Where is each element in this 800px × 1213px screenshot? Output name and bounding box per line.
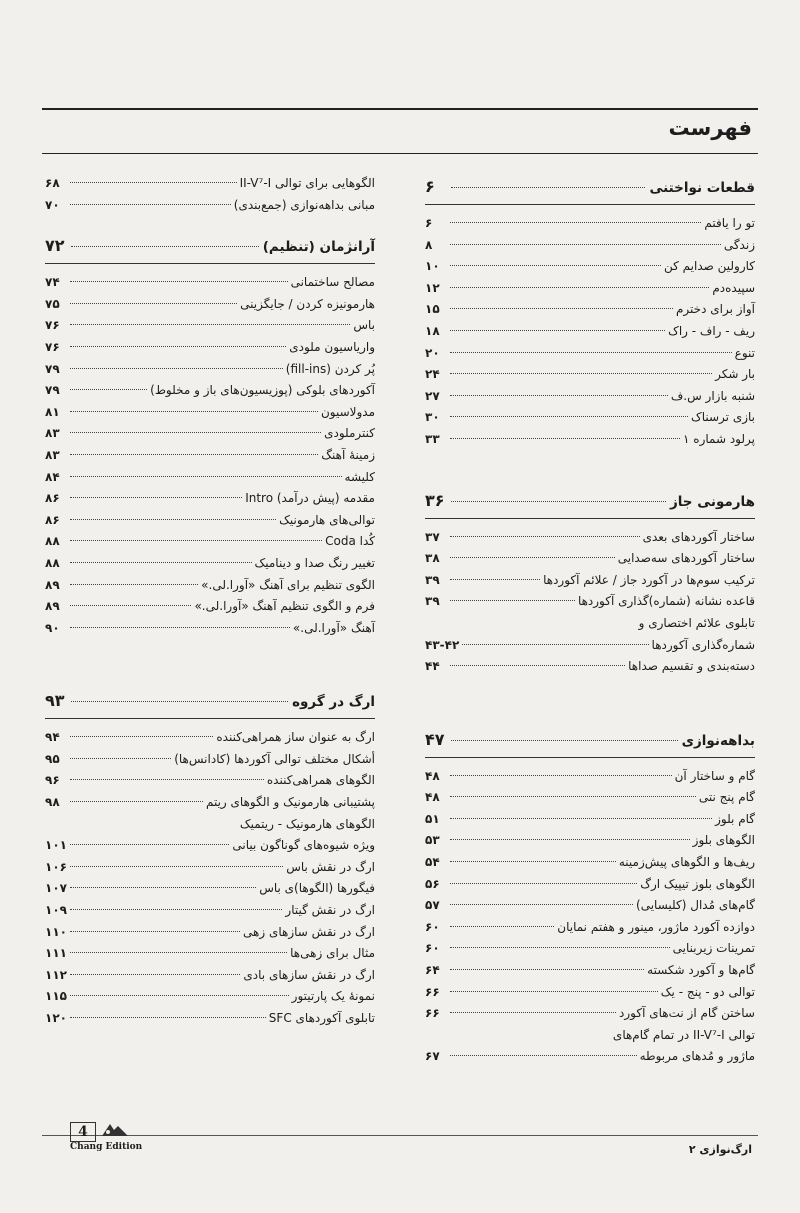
entry-title: زمینهٔ آهنگ	[321, 447, 375, 462]
toc-entry[interactable]	[45, 173, 375, 195]
toc-entry[interactable]	[45, 943, 375, 965]
leader-dots	[450, 991, 658, 992]
toc-entry[interactable]	[45, 575, 375, 597]
leader-dots	[70, 1017, 266, 1018]
leader-dots	[450, 665, 625, 666]
entry-title: ارگ در نقش سازهای زهی	[243, 924, 375, 939]
entry-title: گام بلوز	[715, 811, 755, 826]
entry-page-number: ۵۳	[425, 833, 440, 848]
entry-page-number: ۶۴	[425, 963, 440, 978]
section-page-number: ۷۲	[45, 236, 65, 256]
entry-title: آکوردهای بلوکی (پوزیسیون‌های باز و مخلوط)	[150, 383, 375, 398]
entry-page-number: ۳۳	[425, 431, 440, 446]
entry-title: توالی دو - پنج - یک	[660, 984, 755, 999]
entry-title: ارگ در نقش گیتار	[285, 903, 375, 918]
leader-dots	[70, 368, 283, 369]
toc-entry[interactable]	[425, 874, 755, 896]
leader-dots	[70, 497, 242, 498]
entry-page-number: ۴۳-۴۲	[425, 637, 460, 652]
entry-title: ساختن گام از نت‌های آکورد	[619, 1006, 755, 1021]
entry-title: ساختار آکوردهای سه‌صدایی	[617, 551, 755, 566]
toc-entry[interactable]	[45, 380, 375, 402]
entry-page-number: ۶	[425, 216, 433, 230]
leader-dots	[450, 287, 709, 288]
leader-dots	[450, 373, 712, 374]
entry-page-number: ۸۸	[45, 534, 60, 549]
leader-dots	[451, 501, 666, 502]
leader-dots	[70, 476, 342, 477]
leader-dots	[70, 736, 213, 737]
entry-title: ارگ به عنوان ساز همراهی‌کننده	[216, 730, 375, 745]
leader-dots	[70, 389, 147, 390]
entry-page-number: ۳۰	[425, 410, 440, 425]
section-rule	[45, 263, 375, 264]
section-page-number: ۹۳	[45, 691, 65, 711]
toc-entry[interactable]	[425, 591, 755, 613]
leader-dots	[450, 265, 661, 266]
entry-page-number: ۱۵	[425, 302, 440, 317]
toc-entry[interactable]	[425, 321, 755, 343]
leader-dots	[451, 740, 678, 741]
leader-dots	[70, 182, 237, 183]
toc-entry[interactable]	[45, 792, 375, 814]
toc-entry[interactable]	[425, 299, 755, 321]
section-title: هارمونی جاز	[669, 493, 755, 510]
toc-entry[interactable]	[45, 857, 375, 879]
entry-title: تمرینات زیربنایی	[672, 941, 755, 956]
leader-dots	[70, 952, 287, 953]
leader-dots	[450, 1055, 637, 1056]
leader-dots	[70, 779, 264, 780]
entry-page-number: ۴۸	[425, 768, 440, 783]
entry-title: دوازده آکورد ماژور، مینور و هفتم نمایان	[557, 919, 755, 934]
entry-page-number: ۱۰۱	[45, 838, 67, 853]
toc-entry[interactable]	[425, 343, 755, 365]
section-page-number: ۴۷	[425, 729, 445, 749]
leader-dots	[450, 244, 721, 245]
entry-page-number: ۱۱۵	[45, 989, 67, 1004]
toc-entry[interactable]	[425, 852, 755, 874]
entry-page-number: ۷۹	[45, 361, 60, 376]
toc-entry[interactable]	[45, 553, 375, 575]
entry-title: تابلوی آکوردهای SFC	[268, 1011, 375, 1025]
entry-page-number: ۷۰	[45, 197, 60, 212]
toc-entry[interactable]	[45, 531, 375, 553]
leader-dots	[70, 411, 318, 412]
entry-title: کُدا Coda	[325, 534, 375, 549]
toc-entry[interactable]	[45, 922, 375, 944]
toc-entry[interactable]	[45, 315, 375, 337]
entry-title: ساختار آکوردهای بعدی	[642, 529, 755, 544]
entry-page-number: ۸۳	[45, 426, 60, 441]
entry-title: فرم و الگوی تنظیم آهنگ «آورا.لی.»	[194, 599, 375, 614]
page-title: فهرست	[668, 116, 752, 140]
toc-entry[interactable]	[425, 548, 755, 570]
leader-dots	[70, 562, 252, 563]
entry-page-number: ۱۲۰	[45, 1011, 67, 1025]
leader-dots	[70, 204, 231, 205]
entry-title: ترکیب سوم‌ها در آکورد جاز / علائم آکوردها	[543, 572, 755, 587]
section-title: آرانژمان (تنظیم)	[262, 239, 375, 256]
leader-dots	[450, 579, 540, 580]
toc-section	[425, 173, 755, 451]
leader-dots	[70, 584, 198, 585]
entry-page-number: ۵۱	[425, 811, 440, 826]
entry-page-number: ۸۶	[45, 491, 60, 506]
toc-entry[interactable]	[45, 359, 375, 381]
toc-entry[interactable]	[425, 960, 755, 982]
entry-page-number: ۶۰	[425, 919, 440, 934]
entry-page-number: ۱۰۷	[45, 881, 67, 896]
entry-title: بازی ترسناک	[690, 410, 755, 425]
toc-entry[interactable]	[45, 749, 375, 771]
entry-title: گام پنج نتی	[698, 790, 755, 805]
toc-entry[interactable]	[425, 1025, 755, 1047]
entry-title: گام‌های مُدال (کلیسایی)	[636, 898, 755, 913]
toc-entry[interactable]	[45, 423, 375, 445]
section-rule	[425, 204, 755, 205]
entry-page-number: ۶۶	[425, 1006, 440, 1021]
leader-dots	[450, 438, 680, 439]
entry-page-number: ۴۸	[425, 790, 440, 805]
leader-dots	[450, 796, 696, 797]
entry-page-number: ۳۷	[425, 529, 440, 544]
entry-page-number: ۹۵	[45, 751, 60, 766]
leader-dots	[70, 844, 229, 845]
toc-entry[interactable]	[45, 195, 375, 217]
leader-dots	[450, 352, 732, 353]
entry-title: آواز برای دخترم	[675, 302, 755, 317]
toc-entry[interactable]	[425, 407, 755, 429]
entry-page-number: ۵۶	[425, 876, 440, 891]
leader-dots	[451, 187, 645, 188]
entry-page-number: ۱۱۱	[45, 946, 67, 961]
entry-title: الگوی تنظیم برای آهنگ «آورا.لی.»	[201, 577, 375, 592]
entry-title: پرلود شماره ۱	[683, 431, 755, 446]
entry-title: تنوع	[734, 345, 755, 360]
section-heading	[45, 687, 375, 715]
entry-title: الگوهای بلوز تیپیک ارگ	[640, 876, 755, 891]
toc-entry[interactable]	[425, 938, 755, 960]
entry-title: گام و ساختار آن	[674, 768, 755, 783]
entry-title: مقدمه (پیش درآمد) Intro	[245, 491, 375, 506]
publisher-name: Chang Edition	[70, 1142, 143, 1152]
toc-entry[interactable]	[425, 656, 755, 678]
top-rule	[42, 108, 758, 110]
toc-entry[interactable]	[425, 213, 755, 235]
entry-title: کنترملودی	[324, 426, 375, 441]
entry-page-number: ۹۴	[45, 730, 60, 745]
entry-title: ماژور و مُدهای مربوطه	[639, 1049, 755, 1064]
entry-page-number: ۱۱۲	[45, 967, 67, 982]
entry-title: دسته‌بندی و تقسیم صداها	[628, 659, 755, 674]
entry-page-number: ۹۸	[45, 795, 60, 810]
entry-title: ویژه شیوه‌های گوناگون بیانی	[232, 838, 375, 853]
toc-entry[interactable]	[45, 814, 375, 836]
leader-dots	[71, 246, 259, 247]
leader-dots	[70, 281, 288, 282]
entry-page-number: ۸۹	[45, 599, 60, 614]
section-rule	[425, 757, 755, 758]
entry-title: زندگی	[723, 237, 755, 252]
toc-entry[interactable]	[425, 278, 755, 300]
entry-title: ارگ در نقش باس	[286, 859, 375, 874]
entry-title: سپیده‌دم	[712, 280, 755, 295]
leader-dots	[450, 557, 615, 558]
entry-page-number: ۱۲	[425, 280, 440, 295]
entry-title: الگوهای هارمونیک - ریتمیک	[239, 816, 375, 831]
entry-page-number: ۵۴	[425, 855, 440, 870]
section-rule	[45, 718, 375, 719]
entry-page-number: ۸	[425, 237, 433, 252]
entry-page-number: ۷۴	[45, 275, 60, 290]
leader-dots	[70, 303, 237, 304]
toc-section	[425, 487, 755, 678]
leader-dots	[450, 1012, 616, 1013]
entry-title: الگوهای بلوز	[692, 833, 755, 848]
footer-rule	[42, 1135, 758, 1136]
entry-page-number: ۷۶	[45, 339, 60, 354]
toc-entry[interactable]	[45, 467, 375, 489]
toc-column-right	[425, 173, 755, 1068]
entry-title: تابلوی علائم اختصاری و	[638, 615, 755, 630]
leader-dots	[450, 308, 673, 309]
toc-entry[interactable]	[45, 1008, 375, 1030]
leader-dots	[450, 416, 688, 417]
book-name: ارگ‌نوازی ۲	[688, 1143, 752, 1156]
leader-dots	[450, 926, 554, 927]
entry-title: باس	[353, 318, 375, 333]
leader-dots	[70, 887, 256, 888]
entry-page-number: ۵۷	[425, 898, 440, 913]
section-gap	[45, 639, 375, 687]
leader-dots	[450, 904, 633, 905]
toc-entry[interactable]	[45, 965, 375, 987]
leader-dots	[70, 758, 171, 759]
leader-dots	[462, 644, 648, 645]
entry-page-number: ۳۸	[425, 551, 440, 566]
toc-entry[interactable]	[425, 830, 755, 852]
entry-title: أشکال مختلف توالی آکوردها (کادانس‌ها)	[174, 751, 375, 766]
entry-title: ارگ در نقش سازهای بادی	[243, 967, 375, 982]
leader-dots	[70, 519, 276, 520]
entry-page-number: ۹۶	[45, 773, 60, 788]
entry-page-number: ۱۸	[425, 323, 440, 338]
leader-dots	[450, 775, 672, 776]
leader-dots	[450, 330, 665, 331]
entry-page-number: ۳۹	[425, 572, 440, 587]
entry-page-number: ۸۱	[45, 404, 60, 419]
toc-entry[interactable]	[45, 770, 375, 792]
entry-title: الگوهای همراهی‌کننده	[266, 773, 375, 788]
section-title: بداهه‌نوازی	[681, 732, 755, 749]
toc-section	[425, 726, 755, 1068]
toc-section	[45, 232, 375, 639]
entry-title: کلیشه	[344, 469, 375, 484]
entry-page-number: ۸۶	[45, 512, 60, 527]
leader-dots	[70, 432, 321, 433]
publisher-logo-icon	[100, 1120, 130, 1140]
toc-entry[interactable]	[425, 982, 755, 1004]
leader-dots	[70, 605, 191, 606]
leader-dots	[450, 536, 640, 537]
entry-title: هارمونیزه کردن / جایگزینی	[240, 296, 375, 311]
entry-page-number: ۱۰۹	[45, 903, 67, 918]
leader-dots	[70, 346, 286, 347]
entry-title: شماره‌گذاری آکوردها	[651, 637, 755, 652]
toc-entry[interactable]	[425, 1003, 755, 1025]
entry-title: بار شکر	[715, 367, 755, 382]
section-gap	[425, 451, 755, 487]
toc-entry[interactable]	[425, 895, 755, 917]
toc-entry[interactable]	[425, 613, 755, 635]
toc-entry[interactable]	[425, 635, 755, 657]
section-page-number: ۶	[425, 177, 435, 196]
toc-entry[interactable]	[425, 386, 755, 408]
section-gap	[45, 216, 375, 232]
entry-page-number: ۳۹	[425, 594, 440, 609]
toc-entry[interactable]	[425, 787, 755, 809]
entry-page-number: ۶۷	[425, 1049, 440, 1064]
entry-title: تو را یافتم	[704, 216, 755, 230]
toc-entry[interactable]	[45, 618, 375, 640]
entry-page-number: ۱۱۰	[45, 924, 67, 939]
leader-dots	[450, 947, 670, 948]
entry-page-number: ۸۸	[45, 555, 60, 570]
entry-title: تغییر رنگ صدا و دینامیک	[254, 555, 375, 570]
toc-entry[interactable]	[45, 510, 375, 532]
entry-title: واریاسیون ملودی	[289, 339, 375, 354]
toc-entry[interactable]	[45, 445, 375, 467]
entry-title: گام‌ها و آکورد شکسته	[647, 963, 755, 978]
section-gap	[425, 678, 755, 726]
leader-dots	[70, 324, 350, 325]
leader-dots	[70, 540, 322, 541]
entry-title: ریف - راف - راک	[668, 323, 755, 338]
leader-dots	[71, 701, 288, 702]
toc-entry[interactable]	[45, 294, 375, 316]
toc-section	[45, 173, 375, 216]
leader-dots	[450, 861, 616, 862]
toc-entry[interactable]	[425, 1046, 755, 1068]
entry-page-number: ۷۶	[45, 318, 60, 333]
toc-entry[interactable]	[45, 986, 375, 1008]
entry-page-number: ۷۹	[45, 383, 60, 398]
leader-dots	[450, 222, 701, 223]
leader-dots	[70, 909, 282, 910]
leader-dots	[70, 454, 318, 455]
toc-section	[45, 687, 375, 1029]
entry-title: مدولاسیون	[320, 404, 375, 419]
entry-title: توالی‌های هارمونیک	[279, 512, 375, 527]
entry-title: کارولین صدایم کن	[664, 259, 755, 274]
entry-page-number: ۹۰	[45, 620, 60, 635]
leader-dots	[450, 818, 712, 819]
entry-title: فیگورها (الگوها)ی باس	[259, 881, 375, 896]
section-page-number: ۳۶	[425, 490, 445, 510]
section-heading	[425, 726, 755, 754]
entry-page-number: ۶۸	[45, 176, 60, 190]
toc-entry[interactable]	[45, 596, 375, 618]
entry-page-number: ۸۹	[45, 577, 60, 592]
entry-title: نمونهٔ یک پارتیتور	[291, 989, 375, 1004]
section-heading	[425, 173, 755, 201]
toc-entry[interactable]	[45, 337, 375, 359]
leader-dots	[450, 883, 637, 884]
section-rule	[425, 518, 755, 519]
entry-page-number: ۱۰	[425, 259, 440, 274]
leader-dots	[450, 395, 668, 396]
section-heading	[45, 232, 375, 260]
leader-dots	[70, 627, 290, 628]
leader-dots	[70, 995, 289, 996]
toc-entry[interactable]	[425, 235, 755, 257]
section-heading	[425, 487, 755, 515]
entry-title: ریف‌ها و الگوهای پیش‌زمینه	[618, 855, 755, 870]
page-number: 4	[70, 1122, 96, 1142]
toc-entry[interactable]	[45, 835, 375, 857]
toc-entry[interactable]	[425, 809, 755, 831]
toc-entry[interactable]	[425, 527, 755, 549]
toc-entry[interactable]	[425, 570, 755, 592]
leader-dots	[450, 839, 690, 840]
entry-page-number: ۱۰۶	[45, 859, 67, 874]
entry-page-number: ۶۶	[425, 984, 440, 999]
section-title: قطعات نواختنی	[649, 180, 755, 196]
entry-title: الگوهایی برای توالی II-V⁷-I	[239, 176, 375, 190]
toc-entry[interactable]	[45, 900, 375, 922]
entry-page-number: ۲۴	[425, 367, 440, 382]
toc-entry[interactable]	[45, 727, 375, 749]
entry-title: پشتیبانی هارمونیک و الگوهای ریتم	[205, 795, 375, 810]
entry-page-number: ۴۴	[425, 659, 440, 674]
entry-title: پُر کردن (fill-ins)	[285, 361, 375, 376]
entry-title: شنبه بازار س.ف	[670, 388, 755, 403]
toc-entry[interactable]	[45, 272, 375, 294]
entry-page-number: ۲۷	[425, 388, 440, 403]
entry-title: مصالح ساختمانی	[290, 275, 375, 290]
toc-entry[interactable]	[425, 917, 755, 939]
leader-dots	[450, 600, 575, 601]
toc-entry[interactable]	[425, 364, 755, 386]
toc-entry[interactable]	[425, 766, 755, 788]
entry-title: قاعده نشانه (شماره)گذاری آکوردها	[577, 594, 755, 609]
entry-page-number: ۸۳	[45, 447, 60, 462]
entry-page-number: ۷۵	[45, 296, 60, 311]
toc-entry[interactable]	[425, 429, 755, 451]
leader-dots	[70, 931, 240, 932]
toc-entry[interactable]	[425, 256, 755, 278]
toc-entry[interactable]	[45, 878, 375, 900]
entry-title: آهنگ «آورا.لی.»	[292, 620, 375, 635]
section-title: ارگ در گروه	[292, 694, 375, 711]
leader-dots	[70, 974, 240, 975]
entry-page-number: ۸۴	[45, 469, 60, 484]
toc-column-left	[45, 173, 375, 1030]
toc-entry[interactable]	[45, 488, 375, 510]
entry-title: مبانی بداهه‌نوازی (جمع‌بندی)	[233, 197, 375, 212]
entry-title: توالی II-V⁷-I در تمام گام‌های	[612, 1027, 755, 1042]
leader-dots	[70, 866, 283, 867]
entry-title: مثال برای زهی‌ها	[290, 946, 375, 961]
leader-dots	[70, 801, 203, 802]
entry-page-number: ۶۰	[425, 941, 440, 956]
entry-page-number: ۲۰	[425, 345, 440, 360]
title-rule	[42, 153, 758, 154]
leader-dots	[450, 969, 644, 970]
toc-entry[interactable]	[45, 402, 375, 424]
